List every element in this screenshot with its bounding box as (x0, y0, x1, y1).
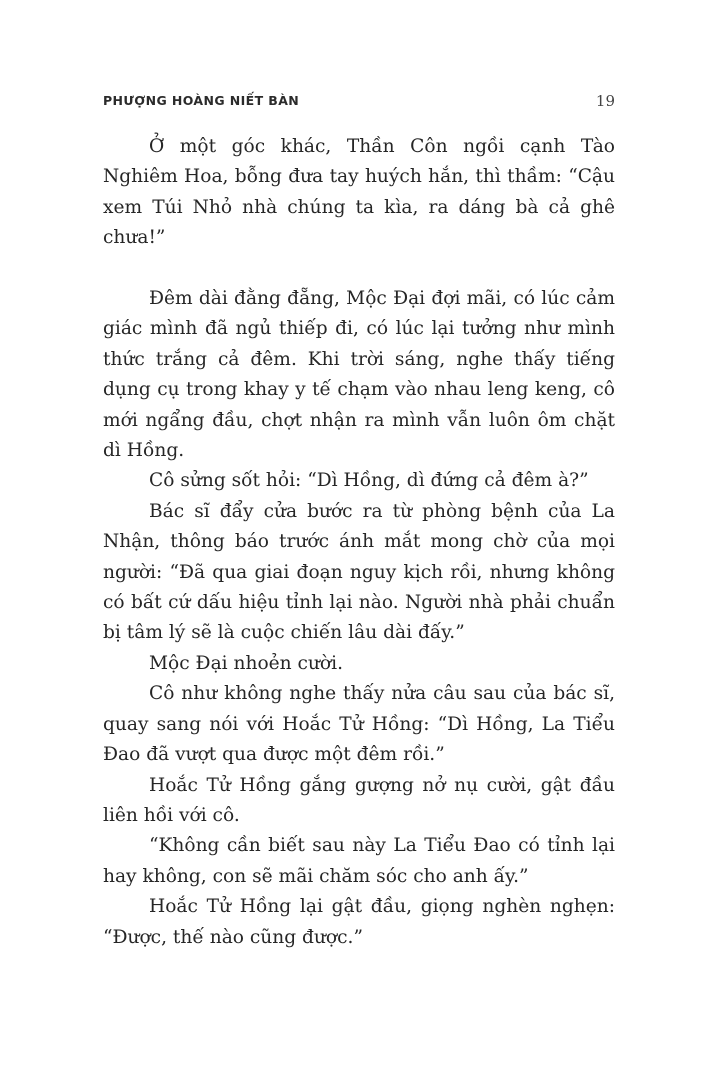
paragraph: Cô như không nghe thấy nửa câu sau của bác sĩ, quay sang nói với Hoắc Tử Hồng: “Dì Hồng, La Tiểu Đao đã vượt qua được một đêm rồi.” (103, 683, 615, 766)
running-header (103, 92, 615, 112)
paragraph: Đêm dài đằng đẵng, Mộc Đại đợi mãi, có lúc cảm giác mình đã ngủ thiếp đi, có lúc lại tưởng như mình thức trắng cả đêm. Khi trời sáng, nghe thấy tiếng dụng cụ trong khay y tế chạm vào nhau leng keng, cô mới ngẩng đầu, chợt nhận ra mình vẫn luôn ôm chặt dì Hồng. (103, 288, 615, 462)
paragraph: Cô sửng sốt hỏi: “Dì Hồng, dì đứng cả đêm à?” (149, 470, 589, 492)
paragraph: Hoắc Tử Hồng gắng gượng nở nụ cười, gật đầu liên hồi với cô. (103, 774, 615, 826)
paragraph: Hoắc Tử Hồng lại gật đầu, giọng nghèn nghẹn: “Được, thế nào cũng được.” (103, 896, 615, 948)
paragraph: Mộc Đại nhoẻn cười. (149, 652, 343, 674)
body-text (103, 132, 615, 953)
paragraph: Ở một góc khác, Thần Côn ngồi cạnh Tào Nghiêm Hoa, bỗng đưa tay huých hắn, thì thầm: “Cậu xem Túi Nhỏ nhà chúng ta kìa, ra dáng bà cả ghê chưa!” (103, 136, 615, 249)
page-number: 19 (595, 92, 615, 110)
paragraph: Bác sĩ đẩy cửa bước ra từ phòng bệnh của La Nhận, thông báo trước ánh mắt mong chờ của mọi người: “Đã qua giai đoạn nguy kịch rồi, nhưng không có bất cứ dấu hiệu tỉnh lại nào. Người nhà phải chuẩn bị tâm lý sẽ là cuộc chiến lâu dài đấy.” (103, 500, 615, 644)
book-title: PHƯỢNG HOÀNG NIẾT BÀN (103, 93, 300, 108)
paragraph: “Không cần biết sau này La Tiểu Đao có tỉnh lại hay không, con sẽ mãi chăm sóc cho anh ấy.” (103, 835, 615, 887)
